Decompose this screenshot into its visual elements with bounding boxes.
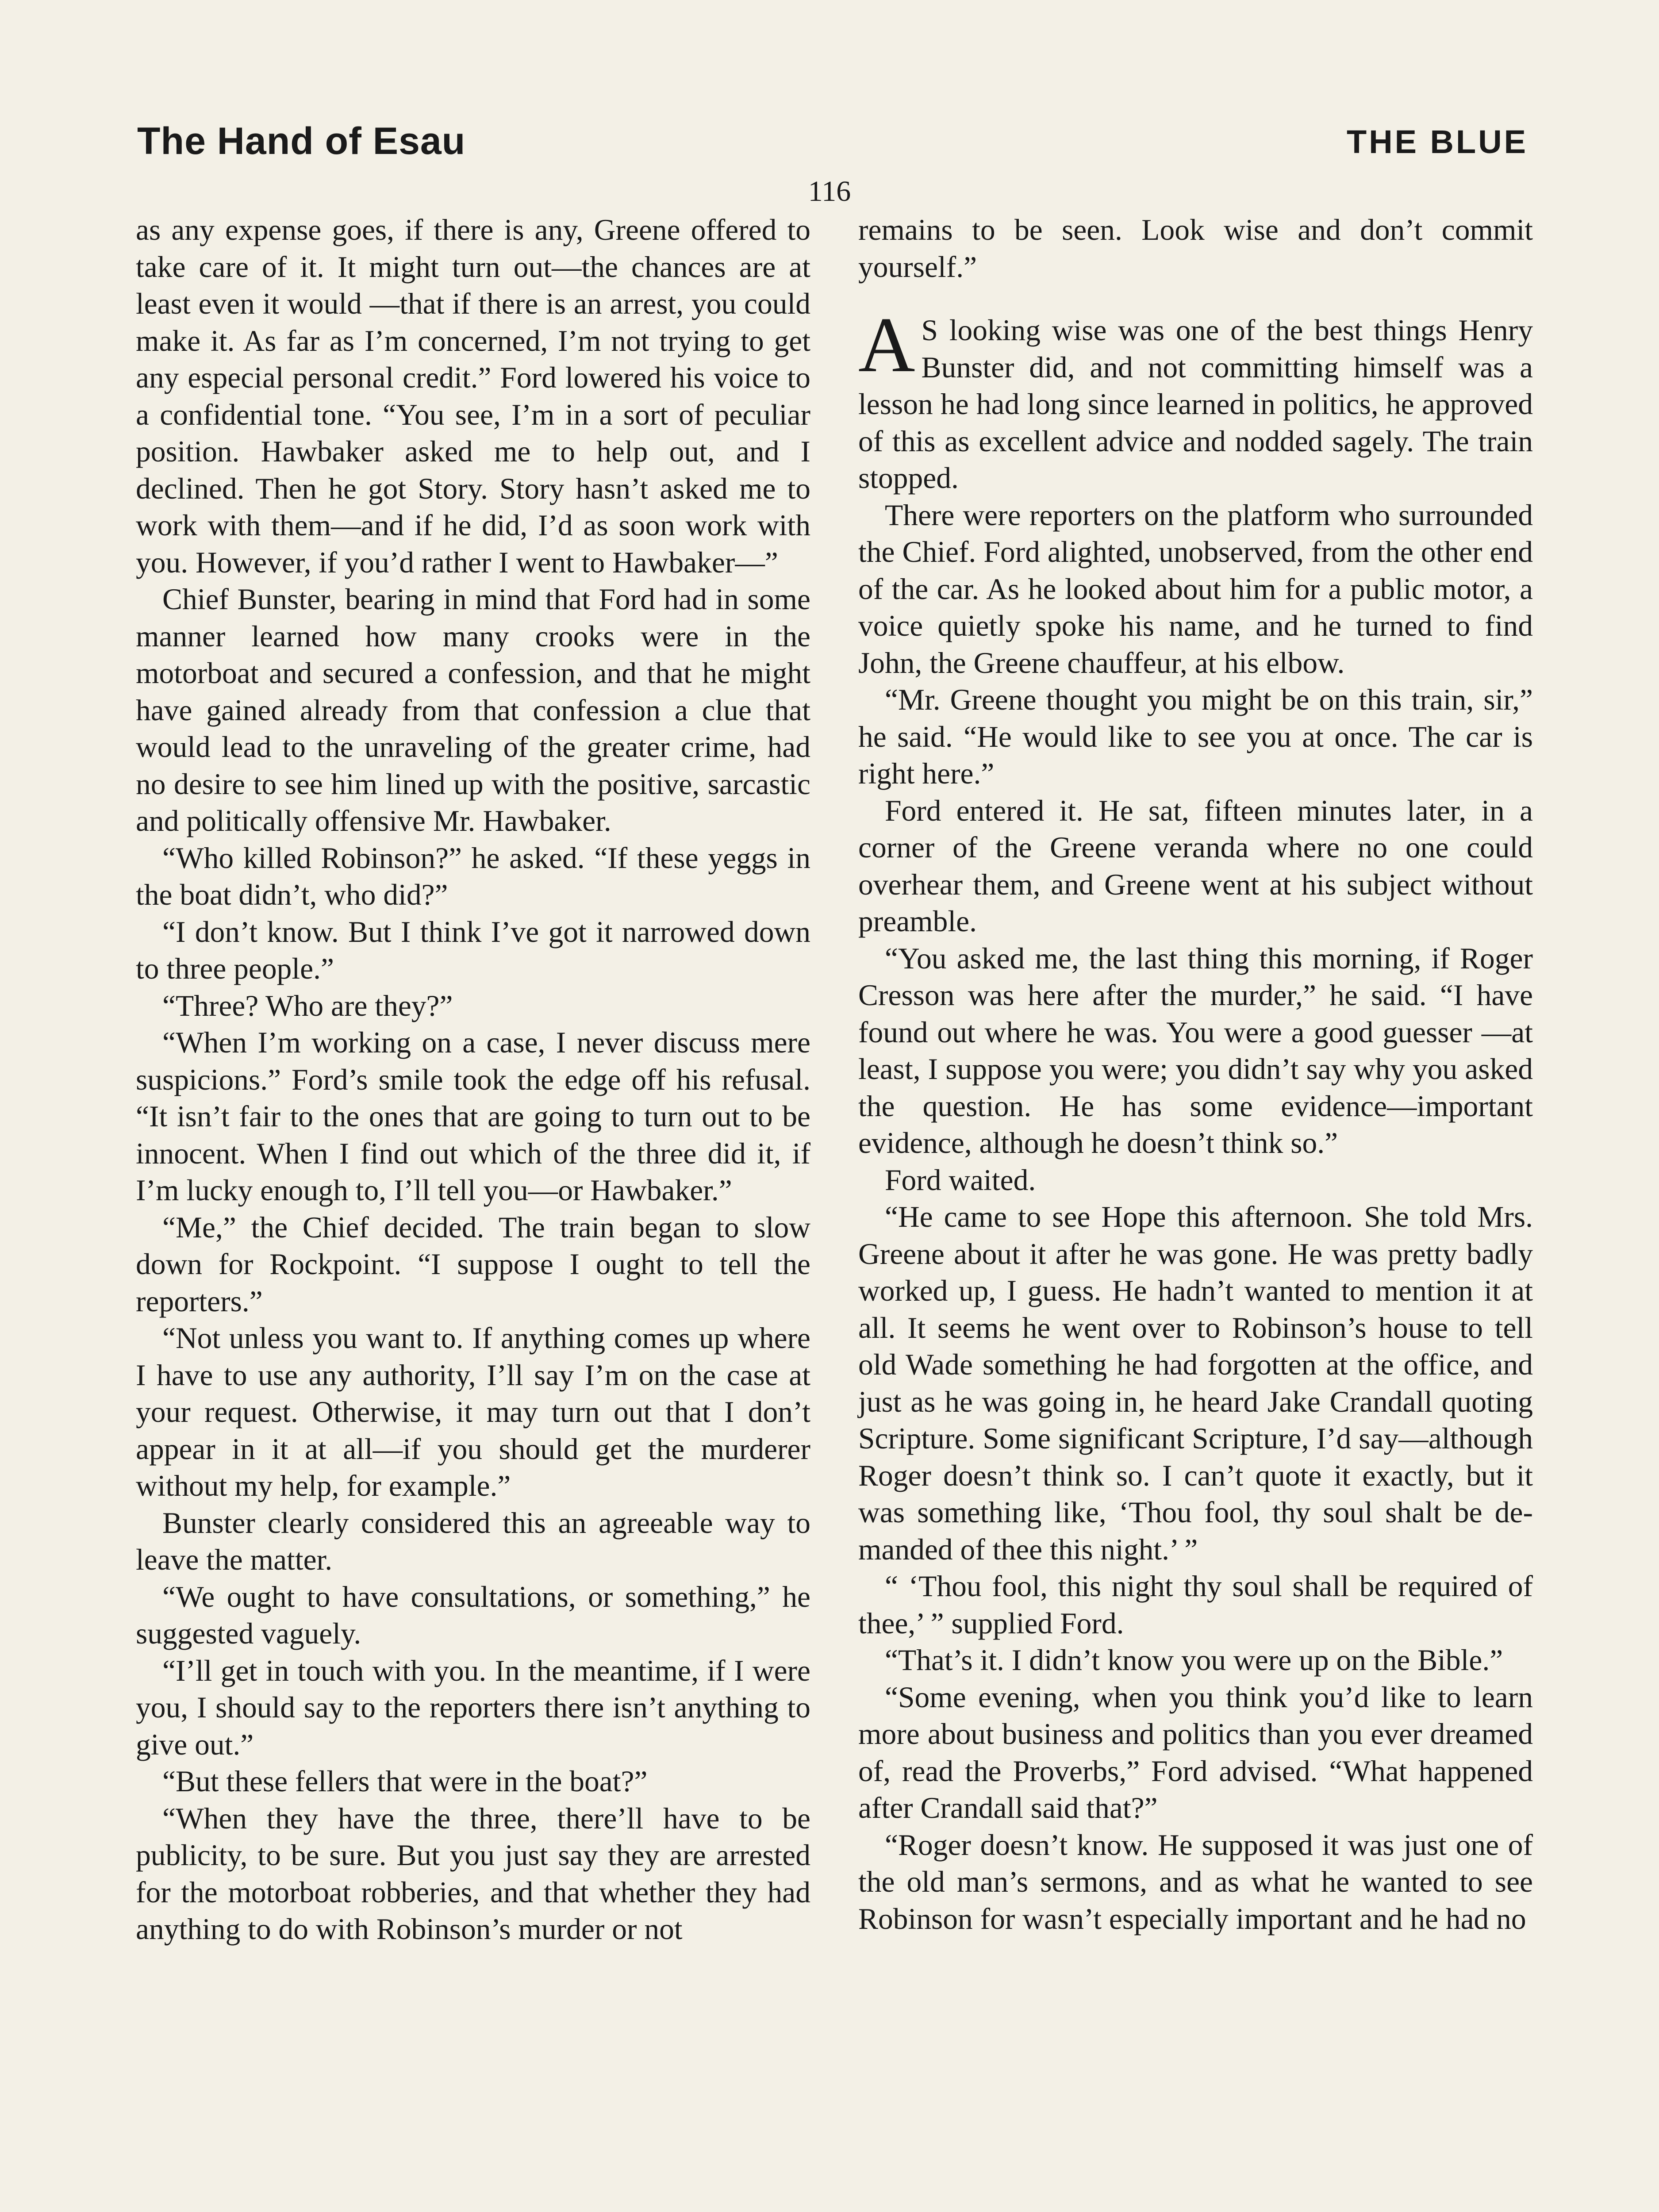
paragraph: “When they have the three, there’ll have to be publicity, to be sure. But you just say they are arrested for the motorboat robberies, and that whether they had anything to do with Robinson’s murder or not — [136, 1801, 810, 1946]
paragraph: “That’s it. I didn’t know you were up on the Bible.” — [885, 1644, 1503, 1677]
paragraph: “Me,” the Chief decided. The train began to slow down for Rockpoint. “I suppose I ought to tell the reporters.” — [136, 1210, 810, 1318]
drop-cap: A — [858, 301, 915, 388]
section-first-text: S looking wise was one of the best things Henry Bunster did, and not committing himself was a lesson he had long since learned in politics, he approved of this as excellent advice and nodded sagely. The train stopped. — [858, 314, 1533, 495]
right-column — [858, 211, 1533, 1937]
paragraph: Ford waited. — [885, 1163, 1036, 1197]
section-opening-paragraph — [858, 301, 1533, 497]
paragraph: “I don’t know. But I think I’ve got it narrowed down to three people.” — [136, 915, 810, 985]
left-column — [136, 211, 810, 1948]
paragraph: “Roger doesn’t know. He supposed it was just one of the old man’s sermons, and as what he wanted to see Robinson for wasn’t especially important and he had no — [858, 1828, 1533, 1936]
paragraph: Chief Bunster, bearing in mind that Ford had in some manner learned how many crooks were in the motorboat and secured a confession, and that he might have gained already from that confession a clue that would lead to the unraveling of the greater crime, had no desire to see him lined up with the positive, sarcastic and politically offensive Mr. Hawbaker. — [136, 583, 810, 837]
paragraph: “But these fellers that were in the boat?” — [162, 1765, 648, 1798]
paragraph: “Who killed Robinson?” he asked. “If these yeggs in the boat didn’t, who did?” — [136, 841, 810, 911]
paragraph: “Three? Who are they?” — [162, 989, 453, 1022]
paragraph: Bunster clearly considered this an agreeable way to leave the matter. — [136, 1506, 810, 1576]
paragraph: remains to be seen. Look wise and don’t commit yourself.” — [858, 213, 1533, 284]
magazine-name: THE BLUE — [1347, 123, 1528, 160]
paragraph: There were reporters on the platform who surrounded the Chief. Ford alighted, unobserved, from the other end of the car. As he looked about him for a public motor, a voice quietly spoke his name, and he turned to find John, the Greene chauffeur, at his elbow. — [858, 498, 1533, 680]
paragraph: “When I’m working on a case, I never discuss mere suspicions.” Ford’s smile took the edge off his refusal. “It isn’t fair to the ones that are going to turn out to be innocent. When I find out which of the three did it, if I’m lucky enough to, I’ll tell you—or Hawbaker.” — [136, 1026, 810, 1207]
paragraph: as any expense goes, if there is any, Greene offered to take care of it. It might turn out—the chances are at least even it would —that if there is an arrest, you could make it. As far as I’m concerned, I’m not trying to get any especial personal credit.” Ford lowered his voice to a confidential tone. “You see, I’m in a sort of peculiar position. Hawbaker asked me to help out, and I declined. Then he got Story. Story hasn’t asked me to work with them—and if he did, I’d as soon work with you. However, if you’d rather I went to Hawbaker—” — [136, 213, 810, 579]
paragraph: “ ‘Thou fool, this night thy soul shall be required of thee,’ ” supplied Ford. — [858, 1570, 1533, 1640]
paragraph: “We ought to have consultations, or something,” he suggested vaguely. — [136, 1580, 810, 1650]
paragraph: Ford entered it. He sat, fifteen minutes later, in a corner of the Greene veranda where no one could overhear them, and Greene went at his subject without preamble. — [858, 794, 1533, 938]
story-title: The Hand of Esau — [137, 120, 466, 162]
paragraph: “He came to see Hope this afternoon. She told Mrs. Greene about it after he was gone. He was pretty badly worked up, I guess. He hadn’t wanted to mention it at all. It seems he went over to Robinson’s house to tell old Wade something he had forgotten at the office, and just as he was going in, he heard Jake Crandall quoting Scripture. Some significant Scripture, I’d say—although Roger doesn’t think so. I can’t quote it exactly, but it was something like, ‘Thou fool, thy soul shalt be demanded of thee this night.’ ” — [858, 1200, 1533, 1566]
page-number: 116 — [808, 175, 851, 207]
paragraph: “Mr. Greene thought you might be on this train, sir,” he said. “He would like to see you at once. The car is right here.” — [858, 683, 1533, 790]
paragraph: “Some evening, when you think you’d like to learn more about business and politics than you ever dreamed of, read the Proverbs,” Ford advised. “What happened after Crandall said that?” — [858, 1680, 1533, 1824]
paragraph: “I’ll get in touch with you. In the meantime, if I were you, I should say to the reporters there isn’t anything to give out.” — [136, 1654, 810, 1761]
paragraph: “Not unless you want to. If anything comes up where I have to use any authority, I’ll say I’m on the case at your request. Otherwise, it may turn out that I don’t appear in it at all—if you should get the murderer without my help, for example.” — [136, 1321, 810, 1502]
paragraph: “You asked me, the last thing this morning, if Roger Cresson was here after the murder,” he said. “I have found out where he was. You were a good guesser —at least, I suppose you were; you didn’t say why you asked the question. He has some evidence—important evidence, although he doesn’t think so.” — [858, 941, 1533, 1160]
